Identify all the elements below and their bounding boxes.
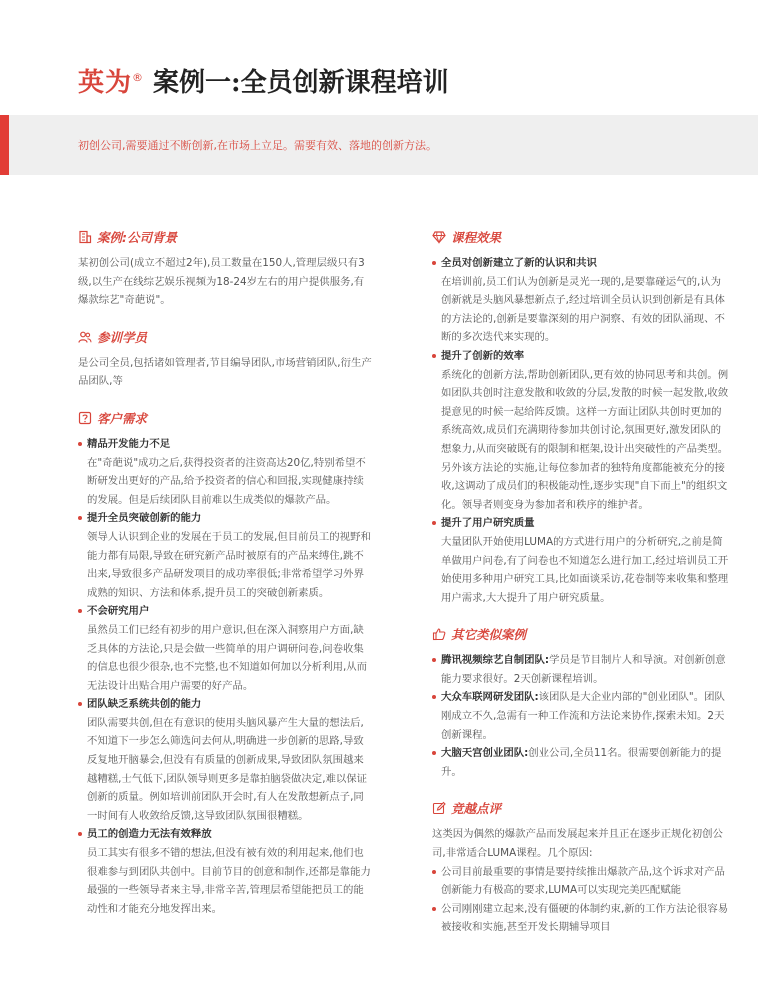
banner-accent-bar (0, 115, 9, 175)
section-needs (78, 409, 374, 918)
section-similar-cases (432, 625, 730, 781)
comment-item: 公司刚刚建立起来,没有僵硬的体制约束,新的工作方法论很容易被接收和实施,甚至开发长期辅导项目 (432, 900, 730, 937)
question-icon (78, 411, 92, 425)
page-title: 案例一:全员创新课程培训 (153, 68, 449, 98)
intro-banner (0, 115, 758, 175)
section-header (78, 228, 374, 246)
effect-heading: 全员对创新建立了新的认识和共识 (432, 254, 730, 273)
section-title: 竞越点评 (451, 801, 502, 817)
section-header (78, 328, 374, 346)
section-title: 课程效果 (451, 230, 502, 245)
section-title: 参训学员 (97, 329, 148, 345)
need-body: 虽然员工们已经有初步的用户意识,但在深入洞察用户方面,缺乏具体的方法论,只是会做一些简单的用户调研问卷,问卷收集的信息也很少很杂,也不完整,也不知道如何加以分析利用,从而无法设计出贴合用户需要的好产品。 (87, 623, 368, 692)
need-heading: 提升全员突破创新的能力 (78, 509, 374, 528)
case-item (432, 688, 730, 744)
effect-body: 系统化的创新方法,帮助创新团队,更有效的协同思考和共创。例如团队共创时注意发散和收敛的分层,发散的时候一起发散,收敛提意见的时候一起给阵反馈。这样一方面让团队共创时更加的系统高效,成员们充满期待参加共创讨论,氛围更好,激发团队的想象力,从而突破既有的限制和框架,设计出突破性的产品类型。另外该方法论的实施,让每位参加者的独特角度都能被充分的接收,这调动了成员们的积极能动性,逐步实现"自下而上"的组织文化。领导者则变身为参加者和秩序的维护者。 (441, 368, 729, 511)
registered-mark: ® (132, 71, 144, 84)
effect-heading: 提升了用户研究质量 (432, 514, 730, 533)
need-heading: 不会研究用户 (78, 602, 374, 621)
case-name: 大脑天宫创业团队: (441, 747, 529, 760)
case-body: 该团队是大企业内部的"创业团队"。团队刚成立不久,急需有一种工作流和方法论来协作,探索未知。2天创新课程。 (441, 691, 725, 741)
need-body: 团队需要共创,但在有意识的使用头脑风暴产生大量的想法后,不知道下一步怎么筛选问去何从,明确进一步创新的思路,导致反复地开脑暴会,但没有有质量的创新成果,导致团队氛围越来越糟糕,士气低下,团队领导则更多是靠拍脑袋做决定,难以保证创新的质量。例如培训前团队开会时,有人在发散想新点子,同一时间有人收敛给反馈,这导致团队氛围很糟糕。 (87, 716, 368, 822)
effect-body: 大量团队开始使用LUMA的方式进行用户的分析研究,之前是简单做用户问卷,有了问卷也不知道怎么进行加工,经过培训员工开始使用多种用户研究工具,比如面谈采访,花卷制等来收集和整理用户需求,大大提升了用户研究质量。 (441, 535, 729, 604)
comment-item: 公司目前最重要的事情是要持续推出爆款产品,这个诉求对产品创新能力有极高的要求,LUMA可以实现完美匹配赋能 (432, 863, 730, 900)
diamond-icon (432, 230, 446, 244)
need-heading: 团队缺乏系统共创的能力 (78, 695, 374, 714)
effect-heading: 提升了创新的效率 (432, 347, 730, 366)
section-title: 客户需求 (97, 410, 148, 426)
case-body: 创业公司,全员11名。很需要创新能力的提升。 (441, 747, 722, 778)
section-header (432, 228, 730, 246)
need-body: 在"奇葩说"成功之后,获得投资者的注资高达20亿,特别希望不断研发出更好的产品,给予投资者的信心和回报,实现健康持续的发展。但是后续团队目前难以生成类似的爆款产品。 (87, 456, 366, 506)
need-heading: 员工的创造力无法有效释放 (78, 825, 374, 844)
section-background (78, 228, 374, 310)
left-column (78, 228, 374, 936)
section-participants (78, 328, 374, 391)
case-body: 学员是节目制片人和导演。对创新创意能力要求很好。2天创新课程培训。 (441, 654, 726, 685)
section-title: 其它类似案例 (451, 627, 527, 643)
section-header (78, 409, 374, 427)
page-header (78, 62, 449, 102)
section-effects (432, 228, 730, 607)
need-heading: 精品开发能力不足 (78, 435, 374, 454)
section-body: 某初创公司(成立不超过2年),员工数量在150人,管理层级只有3级,以生产在线综艺娱乐视频为18-24岁左右的用户提供服务,有爆款综艺"奇葩说"。 (78, 257, 365, 307)
banner-text: 初创公司,需要通过不断创新,在市场上立足。需要有效、落地的创新方法。 (78, 139, 437, 152)
building-icon (78, 230, 92, 244)
people-icon (78, 330, 92, 344)
case-item (432, 744, 730, 781)
section-comment (432, 799, 730, 937)
section-title: 案例:公司背景 (97, 230, 177, 245)
effect-body: 在培训前,员工们认为创新是灵光一现的,是要靠碰运气的,认为创新就是头脑风暴想新点子,经过培训全员认识到创新是有具体的方法论的,创新是要靠深刻的用户洞察、有效的团队涌现、不断的多次迭代来实现的。 (441, 275, 725, 344)
case-name: 大众车联网研发团队: (441, 691, 539, 704)
section-header (432, 799, 730, 817)
right-column (432, 228, 730, 955)
edit-icon (432, 801, 446, 815)
case-name: 腾讯视频综艺自制团队: (441, 654, 550, 667)
need-body: 领导人认识到企业的发展在于员工的发展,但目前员工的视野和能力都有局限,导致在研究新产品时被原有的产品来缚住,跳不出来,导致很多产品研发项目的成功率很低;非常希望学习外界成熟的知识、方法和体系,提升员工的突破创新素质。 (87, 530, 371, 599)
section-body: 是公司全员,包括诸如管理者,节目编导团队,市场营销团队,衍生产品团队,等 (78, 356, 372, 388)
case-item (432, 651, 730, 688)
section-header (432, 625, 730, 643)
need-body: 员工其实有很多不错的想法,但没有被有效的利用起来,他们也很难参与到团队共创中。目前节目的创意和制作,还都是靠能力最强的一些领导者来主导,非常辛苦,管理层希望能把员工的能动性和才能充分地发挥出来。 (87, 847, 371, 915)
section-body: 这类因为偶然的爆款产品而发展起来并且正在逐步正规化初创公司,非常适合LUMA课程。几个原因: (432, 828, 723, 860)
thumbs-up-icon (432, 627, 446, 641)
brand-logo-text: 英为 (78, 68, 133, 98)
